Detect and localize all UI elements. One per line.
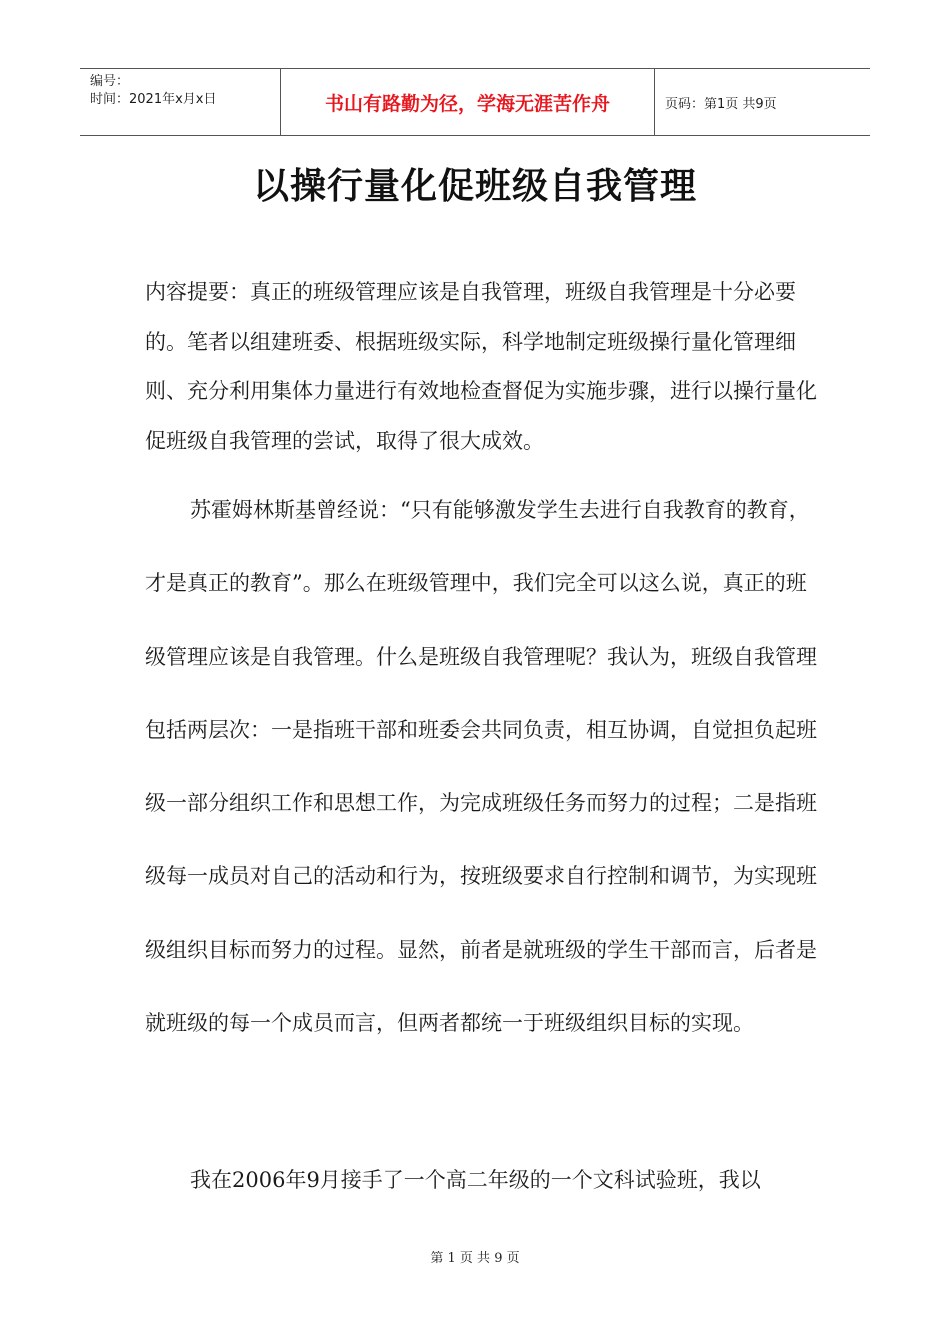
body-paragraph: 我在2006年9月接手了一个高二年级的一个文科试验班，我以 bbox=[190, 1168, 761, 1192]
header-motto: 书山有路勤为径，学海无涯苦作舟 bbox=[281, 69, 655, 135]
header-meta bbox=[80, 69, 281, 135]
header-page-info: 页码：第1页 共9页 bbox=[665, 96, 777, 112]
time-label: 时间：2021年x月x日 bbox=[90, 92, 217, 107]
abstract-paragraph: 内容提要：真正的班级管理应该是自我管理，班级自我管理是十分必要的。笔者以组建班委、根据班级实际，科学地制定班级操行量化管理细则、充分利用集体力量进行有效地检查督促为实施步骤，进行以操行量化促班级自我管理的尝试，取得了很大成效。 bbox=[145, 280, 817, 453]
body-paragraph: 苏霍姆林斯基曾经说：“只有能够激发学生去进行自我教育的教育，才是真正的教育”。那么在班级管理中，我们完全可以这么说，真正的班级管理应该是自我管理。什么是班级自我管理呢？我认为，班级自我管理包括两层次：一是指班干部和班委会共同负责，相互协调，自觉担负起班级一部分组织工作和思想工作，为完成班级任务而努力的过程；二是指班级每一成员对自己的活动和行为，按班级要求自行控制和调节，为实现班级组织目标而努力的过程。显然，前者是就班级的学生干部而言，后者是就班级的每一个成员而言，但两者都统一于班级组织目标的实现。 bbox=[145, 498, 817, 1036]
number-label: 编号： bbox=[90, 74, 130, 89]
page-header bbox=[80, 68, 870, 136]
document-title: 以操行量化促班级自我管理 bbox=[252, 166, 697, 207]
page-footer: 第 1 页 共 9 页 bbox=[430, 1251, 520, 1266]
